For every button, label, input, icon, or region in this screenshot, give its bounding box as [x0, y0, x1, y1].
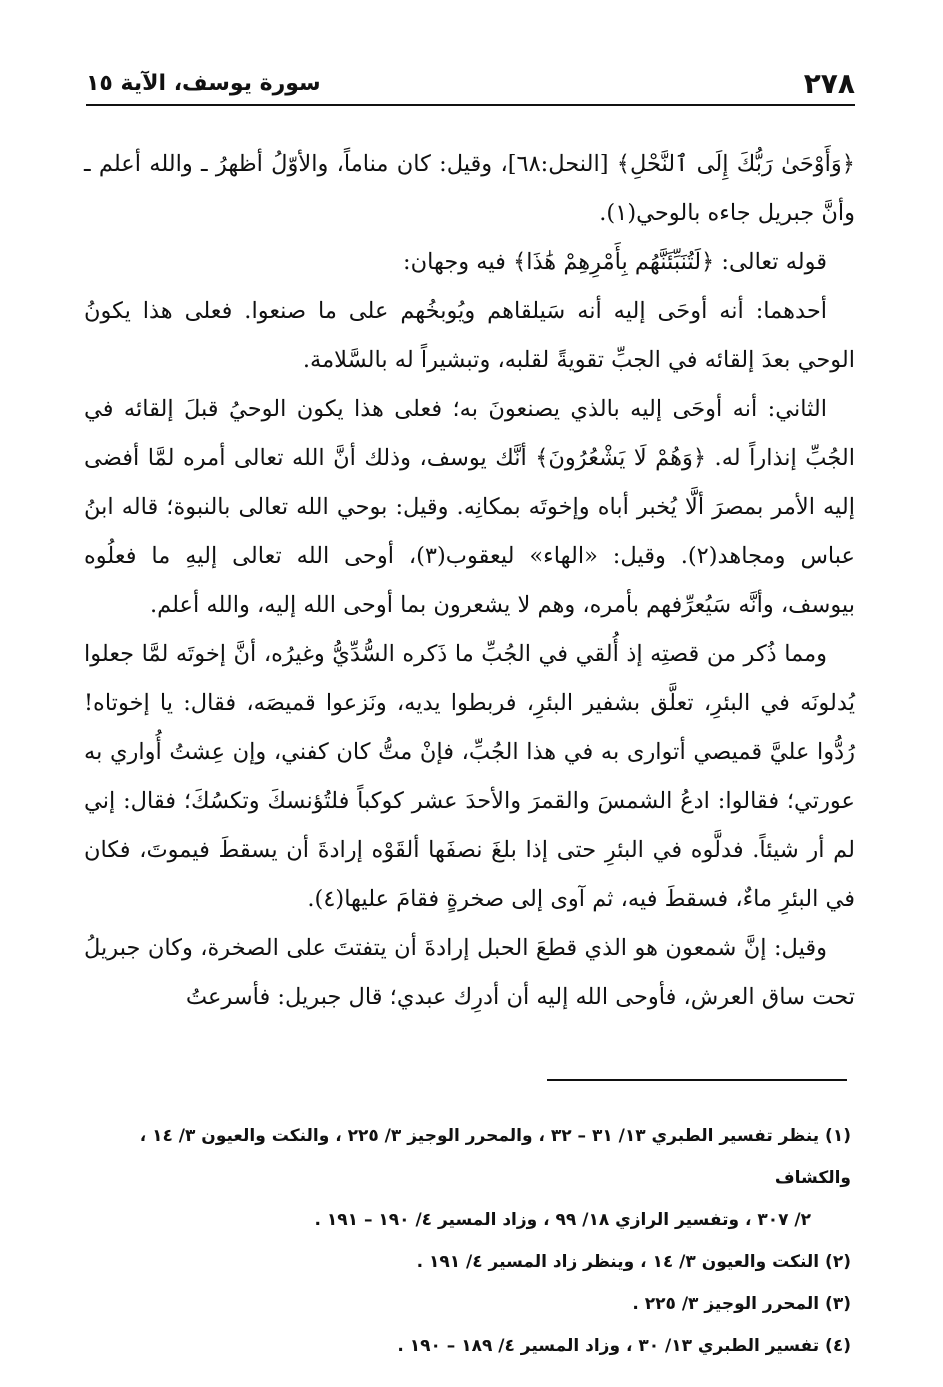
paragraph-2: قوله تعالى: ﴿لَتُنَبِّئَنَّهُم بِأَمْرِهِمْ هَٰذَا﴾ فيه وجهان: — [403, 249, 827, 275]
page-header — [86, 60, 855, 106]
footnotes — [80, 1115, 851, 1367]
paragraph-1: ﴿وَأَوْحَىٰ رَبُّكَ إِلَى ٱلنَّحْلِ﴾ [النحل:٦٨]، وقيل: كان مناماً، والأوّلُ أظهرُ ـ والله أعلم ـ وأنَّ جبريل جاءه بالوحي(١). — [84, 151, 855, 226]
paragraph-5: ومما ذُكر من قصتِه إذ أُلقي في الجُبِّ ما ذَكره السُّدِّيُّ وغيرُه، أنَّ إخوتَه لمَّا جعلوا يُدلونَه في البئرِ، تعلَّق بشفير البئرِ، فربطوا يديه، ونَزعوا قميصَه، فقال: يا إخوتاه! رُدُّوا عليَّ قميصي أتوارى به في هذا الجُبِّ، فإنْ متُّ كان كفني، وإن عِشتُ أُواري به عورتي؛ فقالوا: ادعُ الشمسَ والقمرَ والأحدَ عشر كوكباً فلتُؤنسكَ وتكسُكَ؛ فقال: إني لم أر شيئاً. فدلَّوه في البئرِ حتى إذا بلغَ نصفَها ألقَوْه إرادةَ أن يسقطَ فيموتَ، فكان في البئرِ ماءٌ، فسقطَ فيه، ثم آوى إلى صخرةٍ فقامَ عليها(٤). — [84, 641, 855, 912]
footnote-2: (٢) النكت والعيون ٣/ ١٤ ، وينظر زاد المسير ٤/ ١٩١ . — [416, 1252, 851, 1272]
footnote-4: (٤) تفسير الطبري ١٣/ ٣٠ ، وزاد المسير ٤/ ١٨٩ – ١٩٠ . — [397, 1336, 851, 1356]
main-text — [84, 140, 855, 1022]
footnote-separator — [547, 1079, 847, 1081]
paragraph-3: أحدهما: أنه أوحَى إليه أنه سَيلقاهم ويُوبخُهم على ما صنعوا. فعلى هذا يكونُ الوحي بعدَ إلقائه في الجبِّ تقويةً لقلبه، وتبشيراً له بالسَّلامة. — [84, 298, 855, 373]
running-title: سورة يوسف، الآية ١٥ — [86, 71, 321, 96]
footnote-1: (١) ينظر تفسير الطبري ١٣/ ٣١ – ٣٢ ، والمحرر الوجيز ٣/ ٢٢٥ ، والنكت والعيون ٣/ ١٤ ، والكشاف — [139, 1126, 851, 1188]
paragraph-4: الثاني: أنه أوحَى إليه بالذي يصنعونَ به؛ فعلى هذا يكون الوحيُ قبلَ إلقائه في الجُبِّ إنذاراً له. ﴿وَهُمْ لَا يَشْعُرُونَ﴾ أنَّك يوسف، وذلك أنَّ الله تعالى أمره لمَّا أفضى إليه الأمر بمصرَ ألَّا يُخبر أباه وإخوتَه بمكانِه. وقيل: بوحي الله تعالى بالنبوة؛ قاله ابنُ عباس ومجاهد(٢). وقيل: «الهاء» ليعقوب(٣)، أوحى الله تعالى إليهِ ما فعلُوه بيوسف، وأنَّه سَيُعرِّفهم بأمره، وهم لا يشعرون بما أوحى الله إليه، والله أعلم. — [84, 396, 855, 618]
footnote-1-continued: ٢/ ٣٠٧ ، وتفسير الرازي ١٨/ ٩٩ ، وزاد المسير ٤/ ١٩٠ – ١٩١ . — [314, 1210, 811, 1230]
paragraph-6: وقيل: إنَّ شمعون هو الذي قطعَ الحبل إرادةَ أن يتفتتَ على الصخرة، وكان جبريلُ تحت ساق العرش، فأوحى الله إليه أن أدرِك عبدي؛ قال جبريل: فأسرعتُ — [84, 935, 855, 1010]
footnote-3: (٣) المحرر الوجيز ٣/ ٢٢٥ . — [632, 1294, 851, 1314]
page-number: ٢٧٨ — [803, 67, 855, 100]
